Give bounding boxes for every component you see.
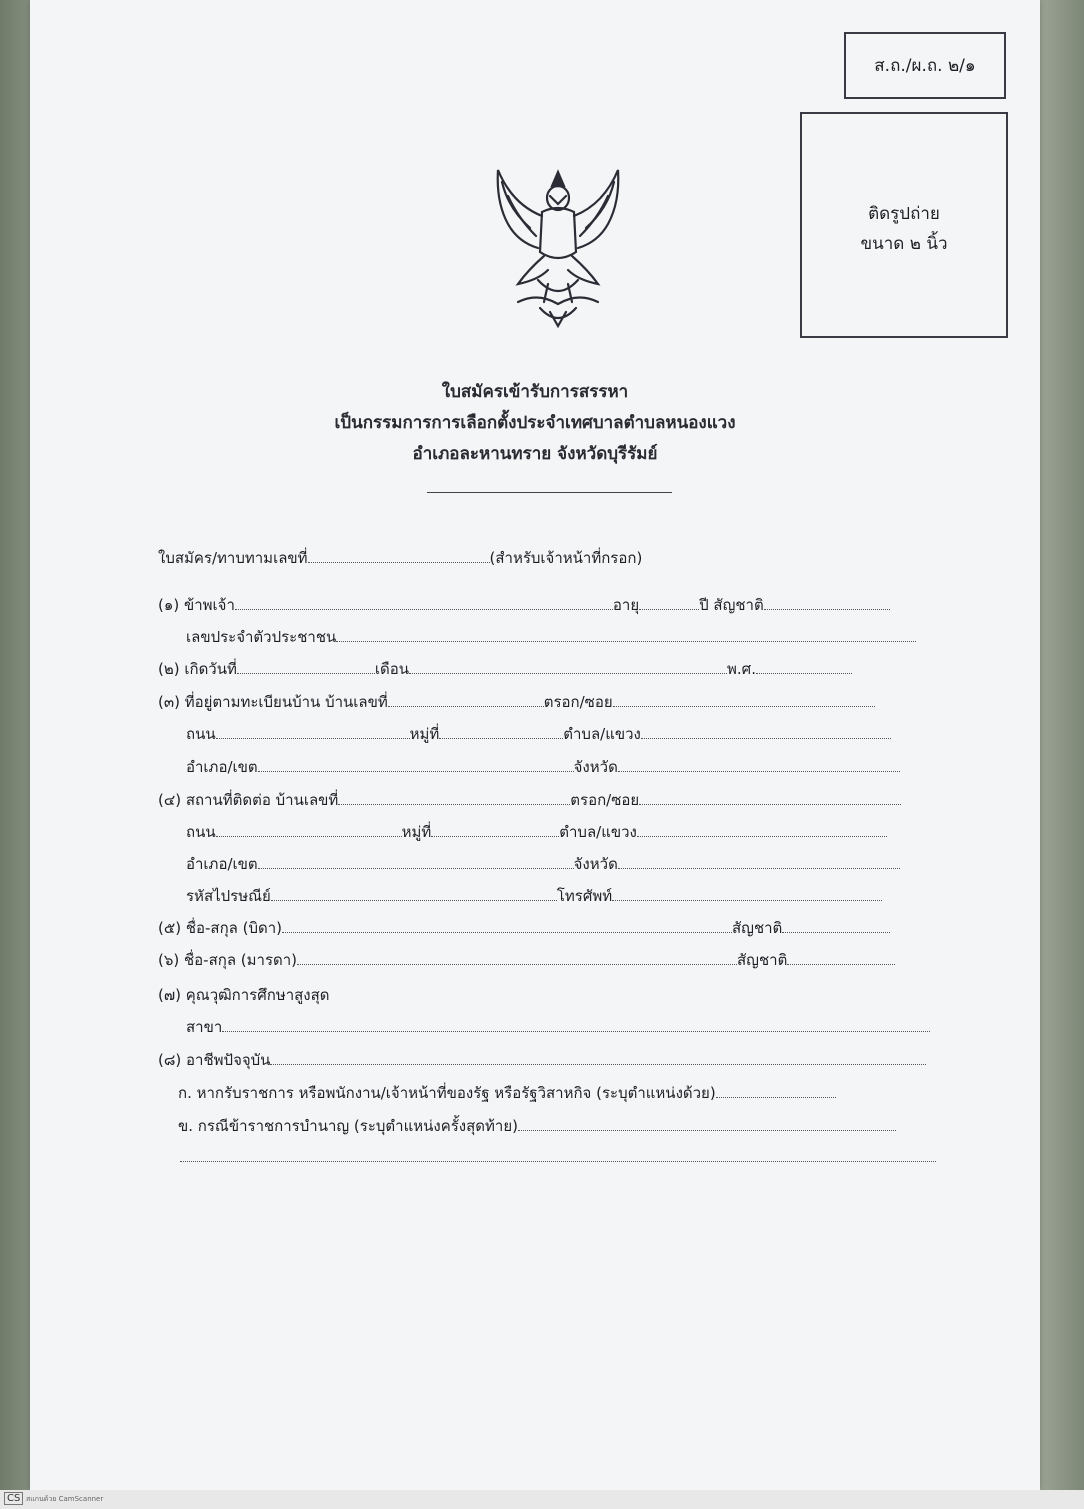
s2-label: (๒) เกิดวันที่ bbox=[158, 660, 237, 678]
s3-amphoe-label: อำเภอ/เขต bbox=[186, 758, 258, 776]
s4-phone-field[interactable] bbox=[612, 887, 882, 901]
s4-province-field[interactable] bbox=[618, 855, 900, 869]
s4-house-no-field[interactable] bbox=[338, 791, 570, 805]
s7-branch-label: สาขา bbox=[186, 1018, 223, 1036]
s3-tambon-field[interactable] bbox=[641, 725, 891, 739]
s4-road-row bbox=[186, 820, 887, 844]
s2-month-label: เดือน bbox=[374, 660, 410, 678]
s4-tambon-label: ตำบล/แขวง bbox=[559, 823, 637, 841]
s4-postcode-field[interactable] bbox=[271, 887, 557, 901]
camscanner-logo: CS bbox=[4, 1492, 23, 1505]
s1-id-field[interactable] bbox=[336, 628, 916, 642]
s1-name-field[interactable] bbox=[235, 596, 613, 610]
s8-a-row bbox=[178, 1081, 836, 1105]
s8-b-label: ข. กรณีข้าราชการบำนาญ (ระบุตำแหน่งครั้งสุดท้าย) bbox=[178, 1117, 518, 1135]
s3-amphoe-field[interactable] bbox=[258, 758, 574, 772]
s7-row bbox=[158, 983, 330, 1007]
title-line1: ใบสมัครเข้ารับการสรรหา bbox=[441, 382, 629, 402]
application-no-note: (สำหรับเจ้าหน้าที่กรอก) bbox=[489, 549, 643, 567]
s1-label: (๑) ข้าพเจ้า bbox=[158, 596, 235, 614]
title-line3: อำเภอละหานทราย จังหวัดบุรีรัมย์ bbox=[412, 444, 658, 464]
s7-label: (๗) คุณวุฒิการศึกษาสูงสุด bbox=[158, 986, 330, 1004]
s1-year-label: ปี สัญชาติ bbox=[699, 596, 764, 614]
photo-box-line2: ขนาด ๒ นิ้ว bbox=[860, 234, 948, 254]
title-line2: เป็นกรรมการการเลือกตั้งประจำเทศบาลตำบลหนองแวง bbox=[334, 413, 736, 433]
s1-nationality-field[interactable] bbox=[764, 596, 890, 610]
s4-road-label: ถนน bbox=[186, 823, 216, 841]
s7-branch-row bbox=[186, 1015, 930, 1039]
s4-amphoe-field[interactable] bbox=[258, 855, 574, 869]
photo-box bbox=[800, 112, 1008, 338]
s3-road-field[interactable] bbox=[216, 725, 410, 739]
s4-postcode-label: รหัสไปรษณีย์ bbox=[186, 887, 271, 905]
s1-age-label: อายุ bbox=[612, 596, 640, 614]
s3-label: (๓) ที่อยู่ตามทะเบียนบ้าน บ้านเลขที่ bbox=[158, 693, 388, 711]
s8-extra-row bbox=[180, 1148, 936, 1166]
scan-footer bbox=[0, 1490, 1084, 1509]
s3-alley-field[interactable] bbox=[613, 693, 875, 707]
s7-branch-field[interactable] bbox=[222, 1018, 930, 1032]
s3-tambon-label: ตำบล/แขวง bbox=[563, 725, 641, 743]
form-code: ส.ถ./ผ.ถ. ๒/๑ bbox=[874, 56, 976, 76]
s6-nationality-label: สัญชาติ bbox=[737, 951, 788, 969]
s8-b-field[interactable] bbox=[518, 1117, 896, 1131]
s1-age-field[interactable] bbox=[639, 596, 699, 610]
s2-year-field[interactable] bbox=[756, 660, 852, 674]
s8-a-label: ก. หากรับราชการ หรือพนักงาน/เจ้าหน้าที่ของรัฐ หรือรัฐวิสาหกิจ (ระบุตำแหน่งด้วย) bbox=[178, 1084, 716, 1102]
s3-road-label: ถนน bbox=[186, 725, 216, 743]
s4-alley-field[interactable] bbox=[639, 791, 901, 805]
s4-alley-label: ตรอก/ซอย bbox=[570, 791, 640, 809]
s8-label: (๘) อาชีพปัจจุบัน bbox=[158, 1051, 271, 1069]
s4-phone-label: โทรศัพท์ bbox=[556, 887, 613, 905]
s1-id-row bbox=[186, 625, 916, 649]
form-code-box bbox=[844, 32, 1006, 99]
s5-nationality-label: สัญชาติ bbox=[732, 919, 783, 937]
s4-road-field[interactable] bbox=[216, 823, 402, 837]
s5-father-name-field[interactable] bbox=[282, 919, 732, 933]
s4-moo-label: หมู่ที่ bbox=[401, 823, 432, 841]
s6-mother-name-field[interactable] bbox=[297, 951, 737, 965]
s4-tambon-field[interactable] bbox=[637, 823, 887, 837]
title-divider bbox=[427, 492, 672, 493]
application-no-row bbox=[158, 546, 642, 570]
s2-row bbox=[158, 657, 852, 681]
s3-house-no-field[interactable] bbox=[388, 693, 544, 707]
s8-row bbox=[158, 1048, 926, 1072]
form-paper bbox=[30, 0, 1040, 1490]
s3-moo-field[interactable] bbox=[439, 725, 563, 739]
s3-amphoe-row bbox=[186, 755, 900, 779]
s8-b-row bbox=[178, 1114, 896, 1138]
s3-alley-label: ตรอก/ซอย bbox=[543, 693, 613, 711]
s3-road-row bbox=[186, 722, 891, 746]
s4-amphoe-row bbox=[186, 852, 900, 876]
camscanner-text: สแกนด้วย CamScanner bbox=[26, 1495, 104, 1503]
s4-label: (๔) สถานที่ติดต่อ บ้านเลขที่ bbox=[158, 791, 339, 809]
s8-extra-field[interactable] bbox=[180, 1148, 936, 1162]
s5-row bbox=[158, 916, 890, 940]
s4-postcode-row bbox=[186, 884, 882, 908]
s5-label: (๕) ชื่อ-สกุล (บิดา) bbox=[158, 919, 283, 937]
photo-box-line1: ติดรูปถ่าย bbox=[868, 204, 940, 224]
s6-nationality-field[interactable] bbox=[787, 951, 895, 965]
s4-province-label: จังหวัด bbox=[573, 855, 618, 873]
s3-row bbox=[158, 690, 875, 714]
s5-nationality-field[interactable] bbox=[782, 919, 890, 933]
s3-province-label: จังหวัด bbox=[573, 758, 618, 776]
s8-occupation-field[interactable] bbox=[270, 1051, 926, 1065]
s6-label: (๖) ชื่อ-สกุล (มารดา) bbox=[158, 951, 298, 969]
s1-id-label: เลขประจำตัวประชาชน bbox=[186, 628, 337, 646]
application-no-field[interactable] bbox=[308, 549, 490, 563]
s6-row bbox=[158, 948, 895, 972]
s8-a-field[interactable] bbox=[716, 1084, 836, 1098]
s2-month-field[interactable] bbox=[409, 660, 727, 674]
s2-day-field[interactable] bbox=[237, 660, 375, 674]
s1-row bbox=[158, 593, 890, 617]
s2-be-label: พ.ศ. bbox=[727, 660, 756, 678]
s3-moo-label: หมู่ที่ bbox=[409, 725, 440, 743]
application-no-label: ใบสมัคร/ทาบทามเลขที่ bbox=[158, 549, 308, 567]
s4-moo-field[interactable] bbox=[431, 823, 559, 837]
s4-row bbox=[158, 788, 901, 812]
s4-amphoe-label: อำเภอ/เขต bbox=[186, 855, 258, 873]
garuda-emblem-icon bbox=[478, 152, 638, 330]
s3-province-field[interactable] bbox=[618, 758, 900, 772]
